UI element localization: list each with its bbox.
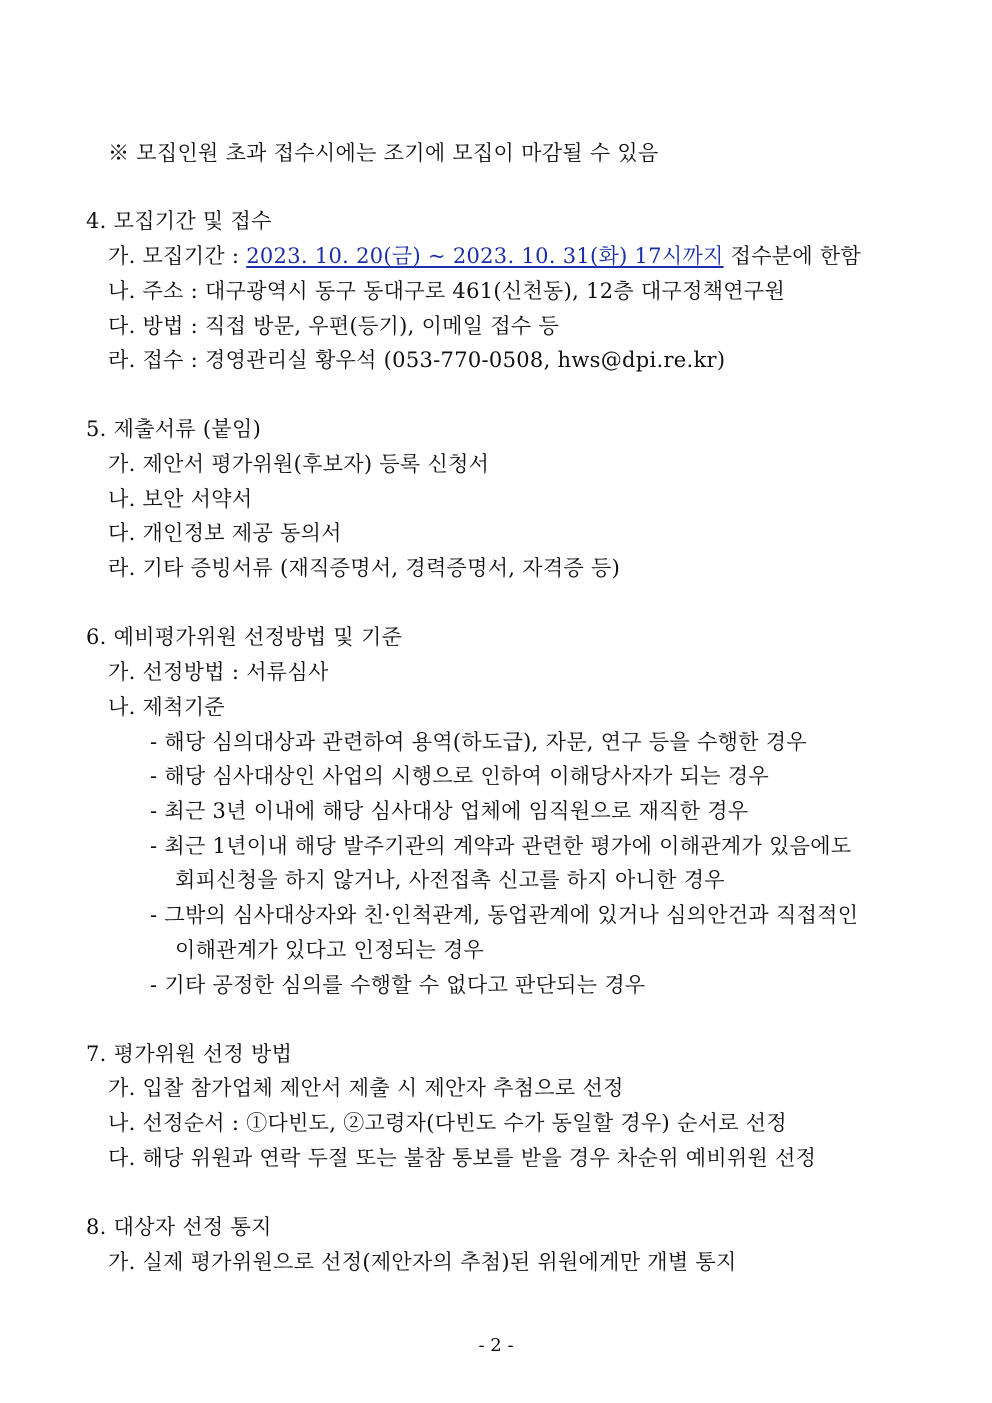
period-label: 가. 모집기간 : [108,244,247,268]
criteria-item: - 해당 심의대상과 관련하여 용역(하도급), 자문, 연구 등을 수행한 경우 [150,730,807,754]
period-suffix: 접수분에 한함 [723,244,862,268]
section-5-heading: 5. 제출서류 (붙임) [86,417,262,441]
section-4-contact: 라. 접수 : 경영관리실 황우석 (053-770-0508, hws@dpi.re.kr) [108,348,726,372]
section-6-criteria-title: 나. 제척기준 [108,695,225,719]
section-7-item: 가. 입찰 참가업체 제안서 제출 시 제안자 추첨으로 선정 [108,1076,624,1100]
period-dates-highlight: 2023. 10. 20(금) ~ 2023. 10. 31(화) 17시까지 [246,244,724,268]
criteria-item: - 최근 1년이내 해당 발주기관의 계약과 관련한 평가에 이해관계가 있음에도 [150,834,852,858]
section-6-method: 가. 선정방법 : 서류심사 [108,660,329,684]
criteria-item: - 기타 공정한 심의를 수행할 수 없다고 판단되는 경우 [150,973,646,997]
section-8-heading: 8. 대상자 선정 통지 [86,1215,272,1239]
section-4-address: 나. 주소 : 대구광역시 동구 동대구로 461(신천동), 12층 대구정책연구원 [108,279,786,303]
section-8-item: 가. 실제 평가위원으로 선정(제안자의 추첨)된 위원에게만 개별 통지 [108,1250,737,1274]
section-4-period [108,241,861,271]
section-5-item: 가. 제안서 평가위원(후보자) 등록 신청서 [108,452,490,476]
recruitment-note: ※ 모집인원 초과 접수시에는 조기에 모집이 마감될 수 있음 [108,141,659,165]
section-4-method: 다. 방법 : 직접 방문, 우편(등기), 이메일 접수 등 [108,314,560,338]
section-5-item: 다. 개인정보 제공 동의서 [108,521,342,545]
criteria-item: - 최근 3년 이내에 해당 심사대상 업체에 임직원으로 재직한 경우 [150,799,749,823]
section-7-heading: 7. 평가위원 선정 방법 [86,1042,293,1066]
section-5-item: 나. 보안 서약서 [108,487,253,511]
section-5-item: 라. 기타 증빙서류 (재직증명서, 경력증명서, 자격증 등) [108,556,621,580]
section-6-heading: 6. 예비평가위원 선정방법 및 기준 [86,625,403,649]
page-number: - 2 - [478,1335,514,1356]
criteria-item: - 해당 심사대상인 사업의 시행으로 인하여 이해당사자가 되는 경우 [150,764,770,788]
section-4-heading: 4. 모집기간 및 접수 [86,209,272,233]
criteria-item-continuation: 이해관계가 있다고 인정되는 경우 [175,938,485,962]
criteria-item: - 그밖의 심사대상자와 친·인척관계, 동업관계에 있거나 심의안건과 직접적인 [150,903,859,927]
section-7-item: 다. 해당 위원과 연락 두절 또는 불참 통보를 받을 경우 차순위 예비위원 선정 [108,1146,817,1170]
criteria-item-continuation: 회피신청을 하지 않거나, 사전접촉 신고를 하지 아니한 경우 [175,868,725,892]
section-7-item: 나. 선정순서 : ①다빈도, ②고령자(다빈도 수가 동일할 경우) 순서로 선정 [108,1111,787,1135]
